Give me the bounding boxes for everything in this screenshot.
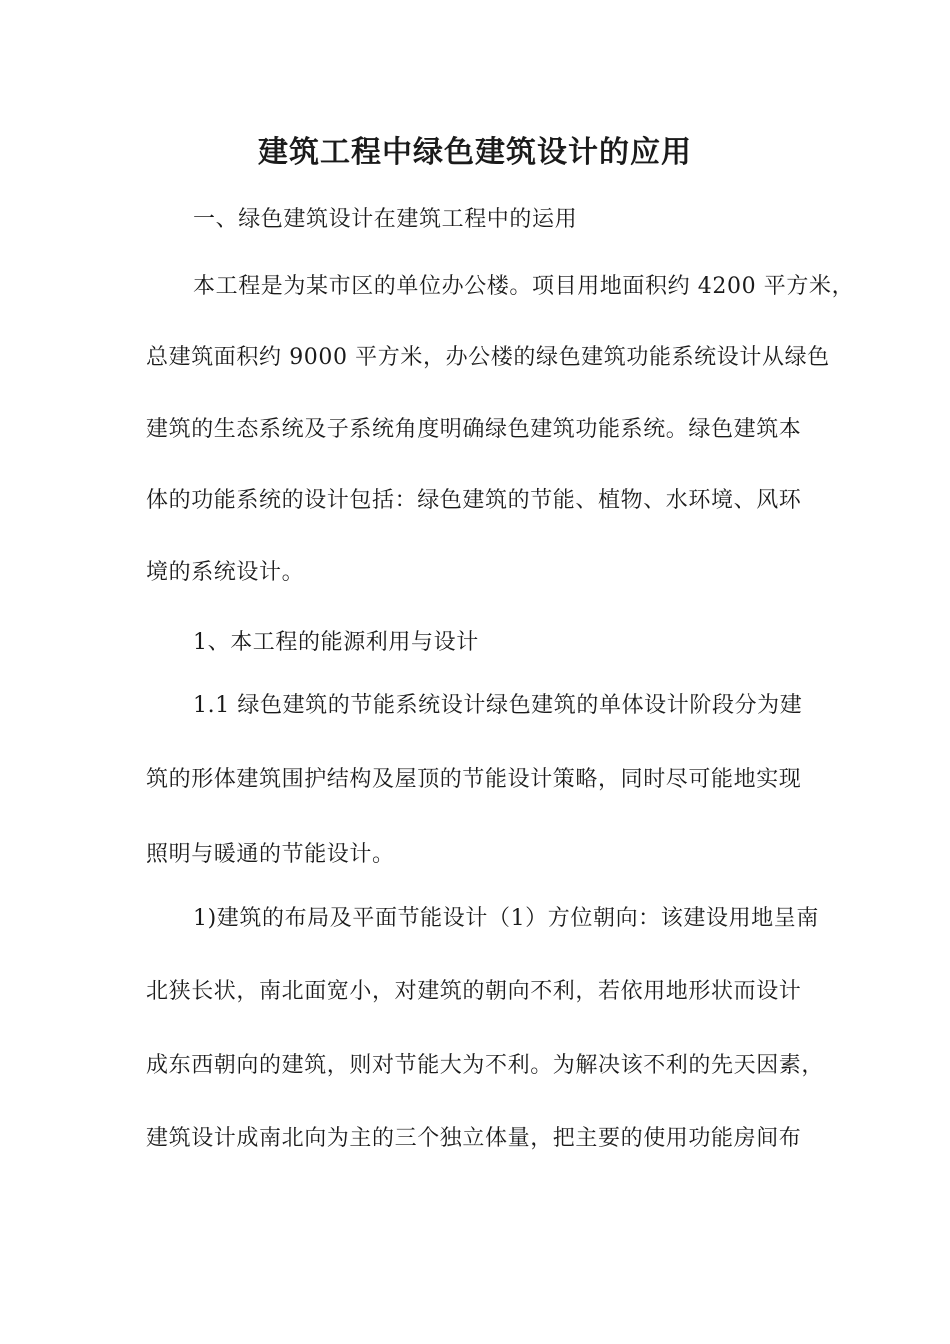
paragraph-line: 建筑设计成南北向为主的三个独立体量，把主要的使用功能房间布 (146, 1126, 802, 1151)
paragraph-line: 照明与暖通的节能设计。 (146, 842, 395, 867)
paragraph-line: 建筑的生态系统及子系统角度明确绿色建筑功能系统。绿色建筑本 (146, 417, 802, 442)
paragraph-line: 1.1 绿色建筑的节能系统设计绿色建筑的单体设计阶段分为建 (193, 693, 803, 718)
paragraph-line: 1)建筑的布局及平面节能设计（1）方位朝向：该建设用地呈南 (193, 906, 819, 931)
paragraph-line: 境的系统设计。 (146, 560, 305, 585)
section-heading: 一、绿色建筑设计在建筑工程中的运用 (193, 207, 578, 232)
paragraph-line: 筑的形体建筑围护结构及屋顶的节能设计策略，同时尽可能地实现 (146, 767, 802, 792)
paragraph-line: 本工程是为某市区的单位办公楼。项目用地面积约 4200 平方米， (193, 274, 855, 299)
paragraph-line: 总建筑面积约 9000 平方米，办公楼的绿色建筑功能系统设计从绿色 (146, 345, 830, 370)
subsection-heading: 1、本工程的能源利用与设计 (193, 630, 479, 655)
document-title: 建筑工程中绿色建筑设计的应用 (258, 135, 692, 170)
paragraph-line: 成东西朝向的建筑，则对节能大为不利。为解决该不利的先天因素， (146, 1053, 825, 1078)
paragraph-line: 北狭长状，南北面宽小，对建筑的朝向不利，若依用地形状而设计 (146, 979, 802, 1004)
paragraph-line: 体的功能系统的设计包括：绿色建筑的节能、植物、水环境、风环 (146, 488, 802, 513)
